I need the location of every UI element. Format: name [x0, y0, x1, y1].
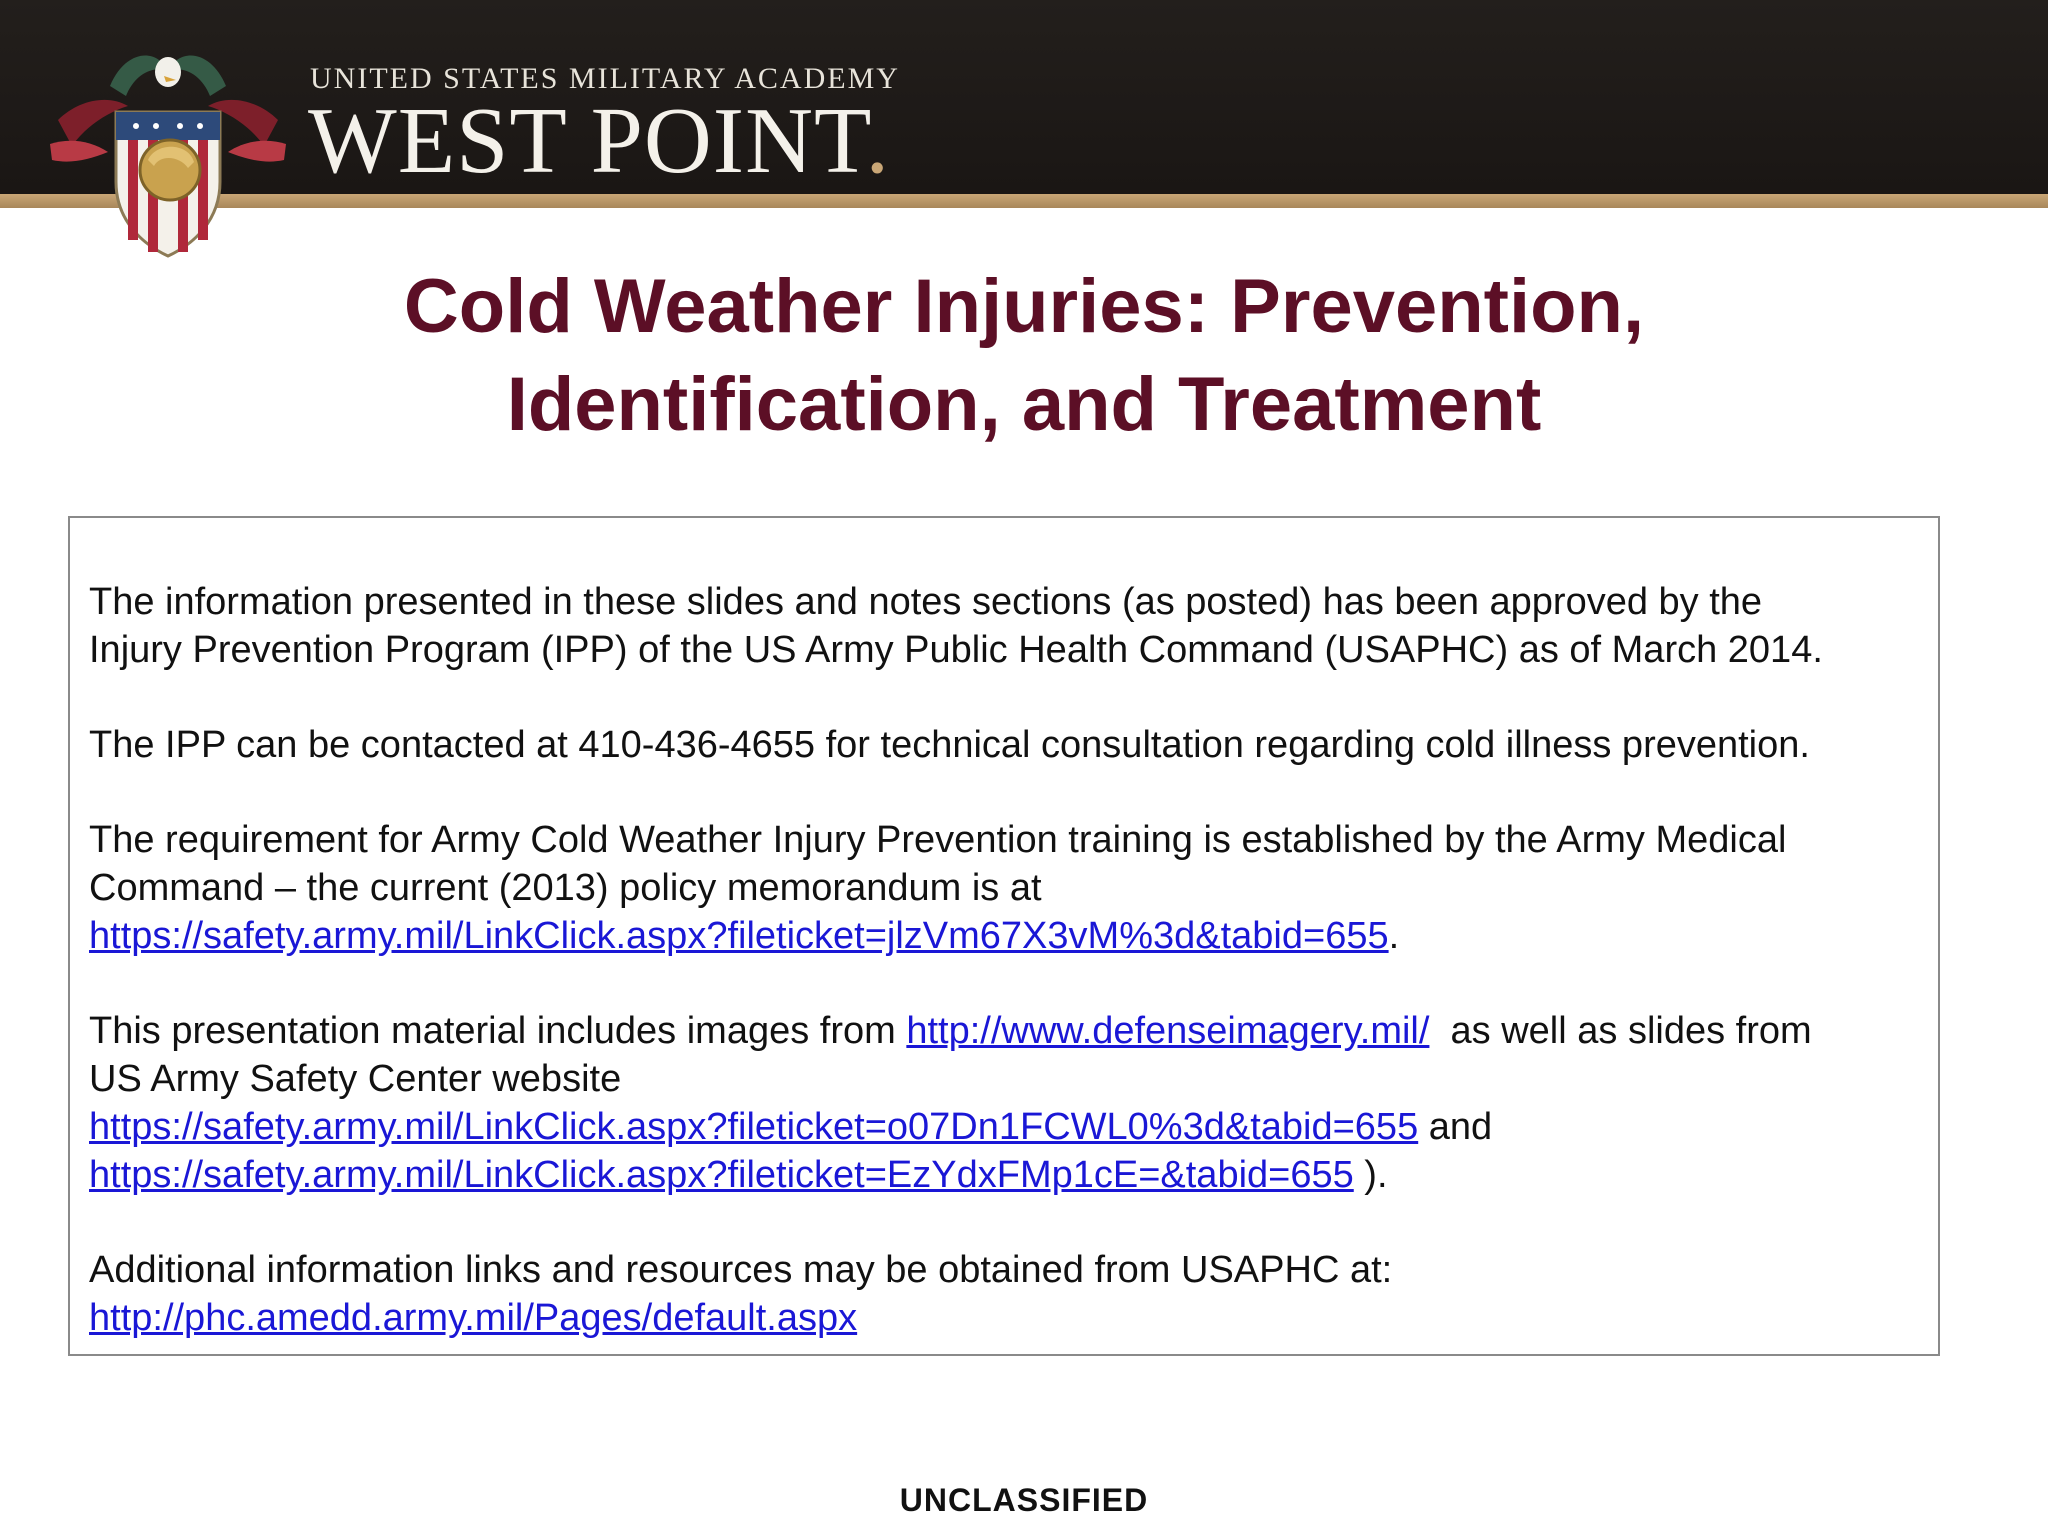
slide-title — [0, 258, 2048, 454]
requirement-line-3 — [89, 912, 1938, 960]
sources-line-4 — [89, 1151, 1938, 1199]
classification-marking: UNCLASSIFIED — [899, 1482, 1149, 1518]
defense-imagery-link[interactable]: http://www.defenseimagery.mil/ — [906, 1010, 1430, 1052]
policy-memorandum-link[interactable]: https://safety.army.mil/LinkClick.aspx?fileticket=jlzVm67X3vM%3d&tabid=655 — [89, 915, 1389, 957]
safety-center-link-2[interactable]: https://safety.army.mil/LinkClick.aspx?fileticket=EzYdxFMp1cE=&tabid=655 — [89, 1154, 1354, 1196]
safety-center-link-1[interactable]: https://safety.army.mil/LinkClick.aspx?fileticket=o07Dn1FCWL0%3d&tabid=655 — [89, 1106, 1419, 1148]
resources-paragraph — [89, 1246, 1938, 1342]
requirement-period: . — [1388, 915, 1400, 957]
sources-intro-text: This presentation material includes images from — [89, 1010, 907, 1052]
contact-line-1: The IPP can be contacted at 410-436-4655 for technical consultation regarding cold illness prevention. — [89, 724, 1810, 766]
approval-paragraph — [89, 578, 1938, 674]
approval-line-2: Injury Prevention Program (IPP) of the US Army Public Health Command (USAPHC) as of March 2014. — [89, 629, 1823, 671]
header-stripe — [0, 194, 2048, 208]
slide-title-line-2: Identification, and Treatment — [506, 362, 1542, 447]
slide-title-line-1: Cold Weather Injuries: Prevention, — [403, 264, 1645, 349]
sources-continuation-text: as well as slides from — [1429, 1010, 1812, 1052]
sources-closing-text: ). — [1353, 1154, 1388, 1196]
sources-line-3 — [89, 1103, 1938, 1151]
usaphc-link[interactable]: http://phc.amedd.army.mil/Pages/default.aspx — [89, 1297, 858, 1339]
west-point-crest-icon — [38, 42, 298, 264]
approval-line-1: The information presented in these slides and notes sections (as posted) has been approved by the — [89, 581, 1763, 623]
sources-line-1 — [89, 1007, 1938, 1055]
west-point-wordmark — [308, 89, 890, 193]
wordmark-dot: . — [865, 89, 890, 193]
sources-and-text: and — [1418, 1106, 1493, 1148]
contact-paragraph — [89, 721, 1938, 769]
resources-line-2 — [89, 1294, 1938, 1342]
requirement-paragraph — [89, 816, 1938, 960]
sources-line-2: US Army Safety Center website — [89, 1058, 622, 1100]
requirement-line-2: Command – the current (2013) policy memorandum is at — [89, 867, 1042, 909]
notes-box — [68, 516, 1940, 1356]
resources-line-1: Additional information links and resources may be obtained from USAPHC at: — [89, 1249, 1393, 1291]
sources-paragraph — [89, 1007, 1938, 1199]
wordmark-text: WEST POINT — [308, 89, 866, 193]
academy-name: UNITED STATES MILITARY ACADEMY — [310, 62, 900, 95]
requirement-line-1: The requirement for Army Cold Weather Injury Prevention training is established by the Army Medical — [89, 819, 1787, 861]
